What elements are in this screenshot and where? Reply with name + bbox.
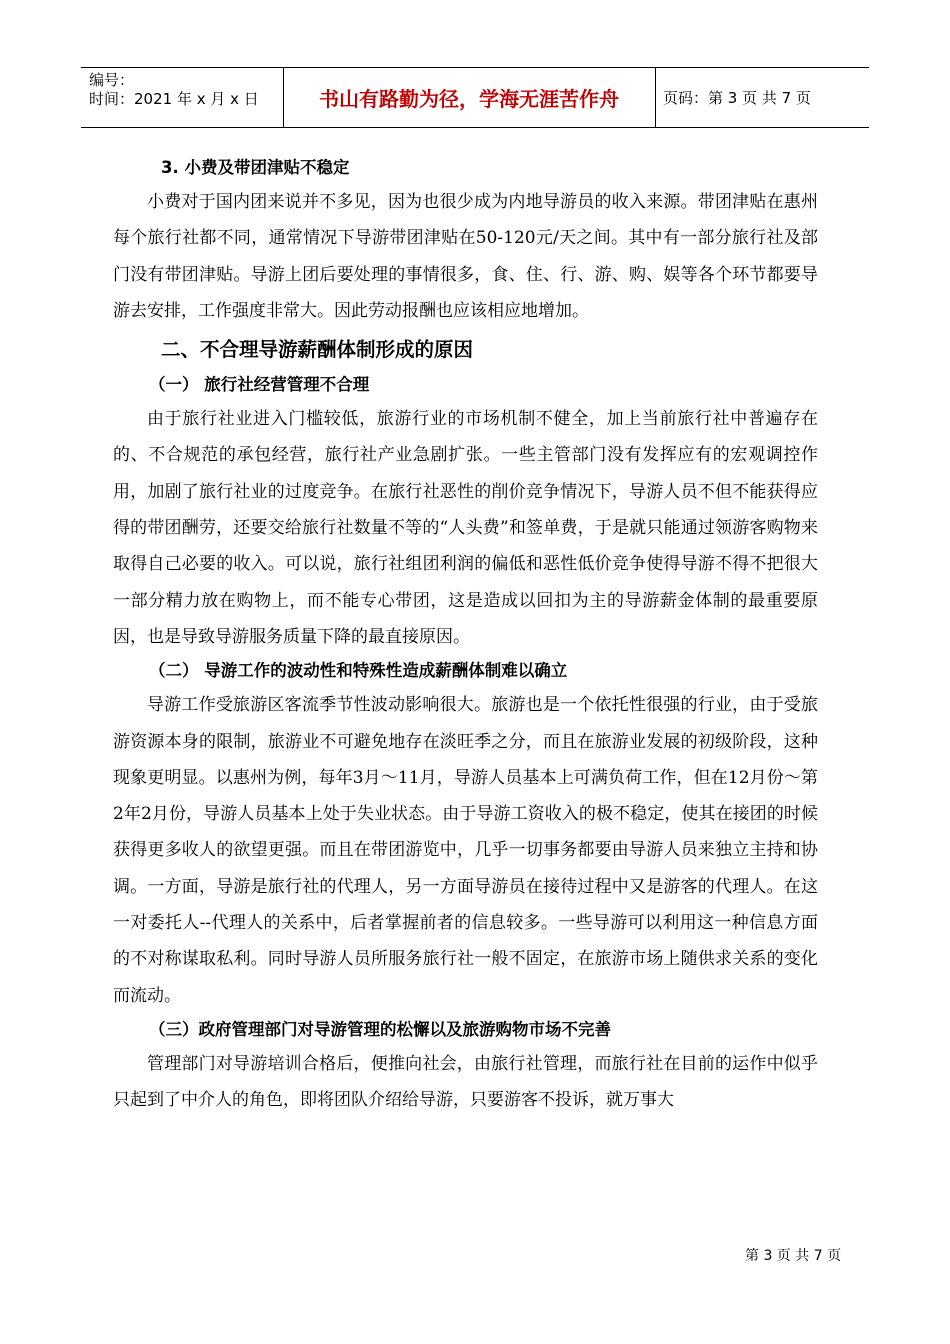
header-page-info: 页码：第 3 页 共 7 页 xyxy=(663,89,811,107)
section-heading-3: 3. 小费及带团津贴不稳定 xyxy=(161,158,350,177)
document-body xyxy=(113,152,818,1119)
paragraph-agency-management: 由于旅行社业进入门槛较低，旅游行业的市场机制不健全，加上当前旅行社中普遍存在的、不合规范的承包经营，旅行社产业急剧扩张。一些主管部门没有发挥应有的宏观调控作用，加剧了旅行社业的过度竞争。在旅行社恶性的削价竞争情况下，导游人员不但不能获得应得的带团酬劳，还要交给旅行社数量不等的“人头费”和签单费，于是就只能通过领游客购物来取得自己必要的收入。可以说，旅行社组团利润的偏低和恶性低价竞争使得导游不得不把很大一部分精力放在购物上，而不能专心带团，这是造成以回扣为主的导游薪金体制的最重要原因，也是导致导游服务质量下降的最直接原因。 xyxy=(113,409,818,647)
subsection-heading-2: （二） 导游工作的波动性和特殊性造成薪酬体制难以确立 xyxy=(149,661,568,681)
paragraph-work-volatility: 导游工作受旅游区客流季节性波动影响很大。旅游也是一个依托性很强的行业，由于受旅游资源本身的限制，旅游业不可避免地存在淡旺季之分，而且在旅游业发展的初级阶段，这种现象更明显。以惠州为例，每年3月～11月，导游人员基本上可满负荷工作，但在12月份～第2年2月份，导游人员基本上处于失业状态。由于导游工资收入的极不稳定，使其在接团的时候获得更多收人的欲望更强。而且在带团游览中，几乎一切事务都要由导游人员来独立主持和协调。一方面，导游是旅行社的代理人，另一方面导游员在接待过程中又是游客的代理人。在这一对委托人--代理人的关系中，后者掌握前者的信息较多。一些导游可以利用这一种信息方面的不对称谋取私利。同时导游人员所服务旅行社一般不固定，在旅游市场上随供求关系的变化而流动。 xyxy=(113,695,818,1006)
page-header xyxy=(81,67,869,128)
doc-code-label: 编号： xyxy=(89,71,135,89)
doc-date-label: 时间：2021 年 x 月 x 日 xyxy=(89,90,259,108)
paragraph-government-management: 管理部门对导游培训合格后，便推向社会，由旅行社管理，而旅行社在目前的运作中似乎只起到了中介人的角色，即将团队介绍给导游，只要游客不投诉，就万事大 xyxy=(113,1053,818,1111)
subsection-heading-3: （三）政府管理部门对导游管理的松懈以及旅游购物市场不完善 xyxy=(149,1019,611,1039)
footer-page-number: 第 3 页 共 7 页 xyxy=(745,1248,842,1264)
header-motto: 书山有路勤为径，学海无涯苦作舟 xyxy=(319,87,619,111)
header-divider-right xyxy=(655,67,656,128)
subsection-heading-1: （一） 旅行社经营管理不合理 xyxy=(149,375,370,395)
part-heading-2: 二、不合理导游薪酬体制形成的原因 xyxy=(161,338,474,362)
paragraph-tips-allowance: 小费对于国内团来说并不多见，因为也很少成为内地导游员的收入来源。带团津贴在惠州每个旅行社都不同，通常情况下导游带团津贴在50-120元/天之间。其中有一部分旅行社及部门没有带团津贴。导游上团后要处理的事情很多，食、住、行、游、购、娱等各个环节都要导游去安排，工作强度非常大。因此劳动报酬也应该相应地增加。 xyxy=(113,192,818,321)
